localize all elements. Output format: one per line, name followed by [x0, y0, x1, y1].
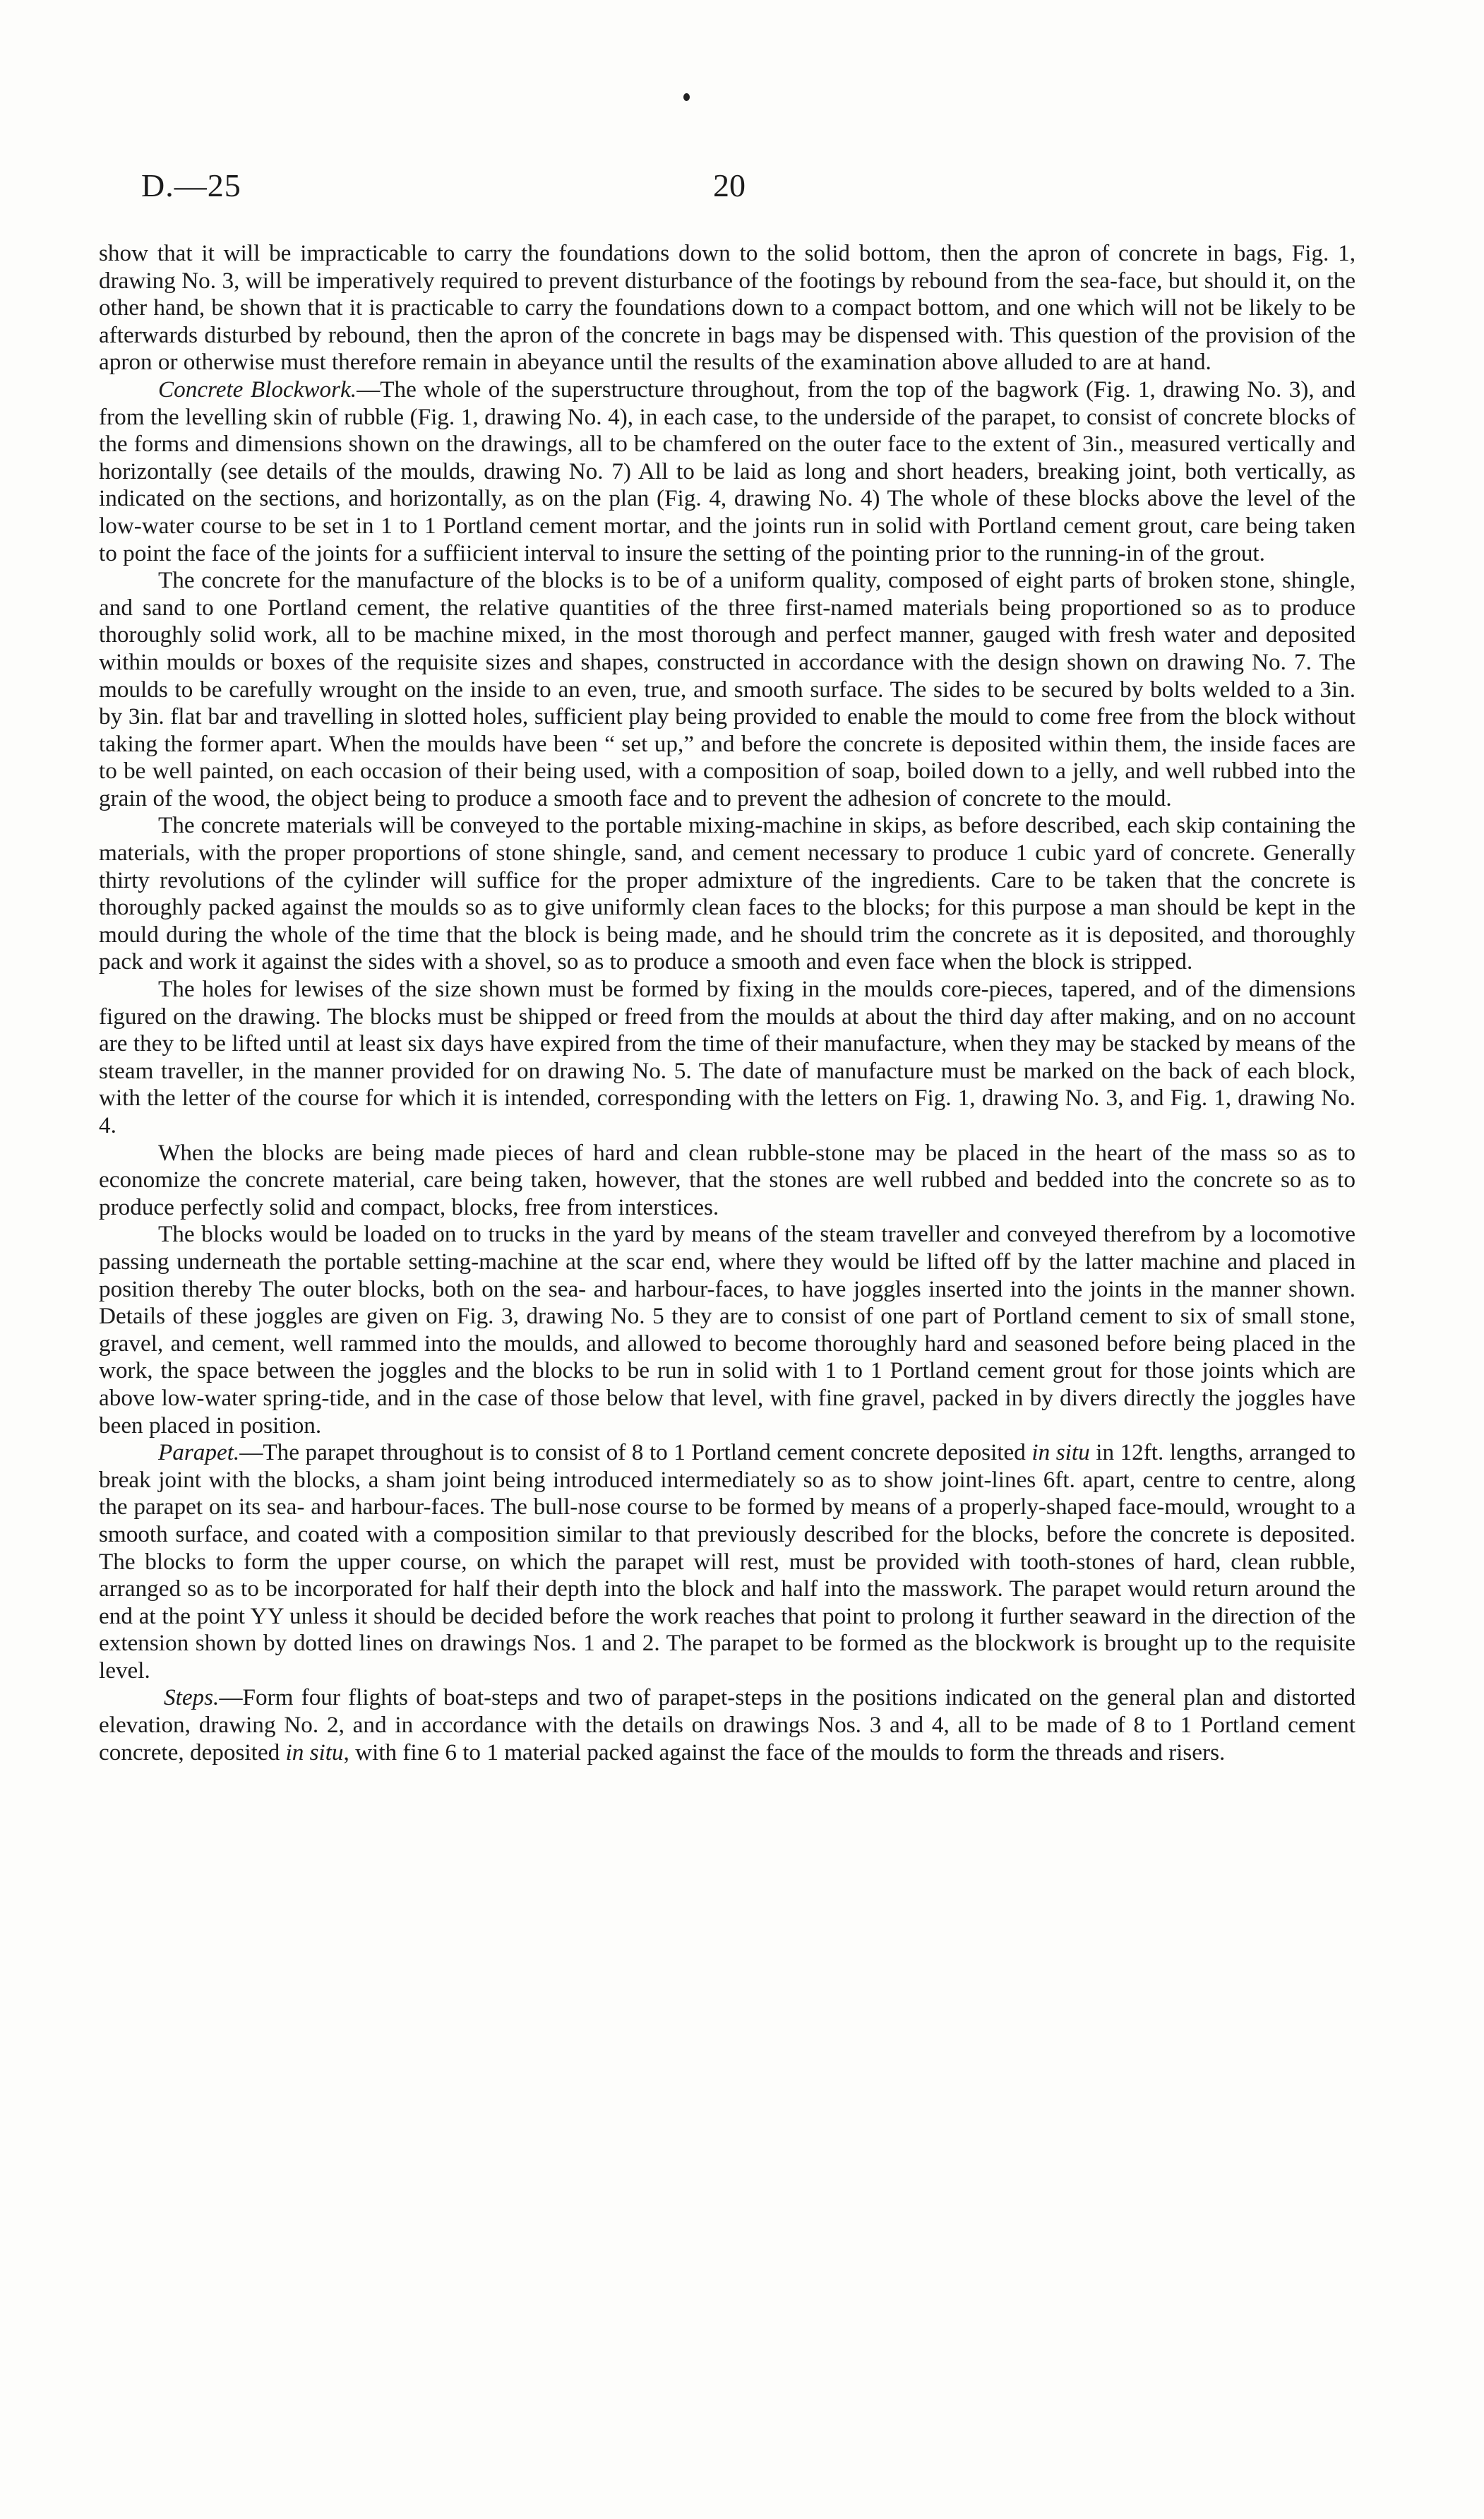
paragraph-rubble-stone: When the blocks are being made pieces of hard and clean rubble-stone may be placed in the heart of the mass so as to economize the concrete material, care being taken, however, that the stones are well rubbed and bedded into the concrete so as to produce perfectly solid and compact, blocks, free from interstices.	[99, 1139, 1356, 1220]
paragraph-block-loading: The blocks would be loaded on to trucks in the yard by means of the steam traveller and conveyed therefrom by a locomotive passing underneath the portable setting-machine at the scar end, where they would be lifted off by the latter machine and placed in position thereby The outer blocks, both on the sea- and harbour-faces, to have joggles inserted into the joints in the manner shown. Details of these joggles are given on Fig. 3, drawing No. 5 they are to consist of one part of Portland cement to six of small stone, gravel, and cement, well rammed into the moulds, and allowed to become thoroughly hard and seasoned before being placed in the work, the space between the joggles and the blocks to be run in solid with 1 to 1 Portland cement grout for those joints which are above low-water spring-tide, and in the case of those below that level, with fine gravel, packed in by divers directly the joggles have been placed in position.	[99, 1221, 1356, 1439]
paragraph-text: —The whole of the superstructure throughout, from the top of the bagwork (Fig. 1, drawing No. 3), and from the levelling skin of rubble (Fig. 1, drawing No. 4), in each case, to the underside of the parapet, to consist of concrete blocks of the forms and dimensions shown on the drawings, all to be chamfered on the outer face to the extent of 3in., measured vertically and horizontally (see details of the moulds, drawing No. 7) All to be laid as long and short headers, breaking joint, both vertically, as indicated on the sections, and horizontally, as on the plan (Fig. 4, drawing No. 4) The whole of these blocks above the level of the low-water course to be set in 1 to 1 Portland cement mortar, and the joints run in solid with Portland cement grout, care being taken to point the face of the joints for a suffiicient interval to insure the setting of the pointing prior to the running-in of the grout.	[99, 376, 1356, 566]
paragraph-concrete-manufacture: The concrete for the manufacture of the blocks is to be of a uniform quality, composed of eight parts of broken stone, shingle, and sand to one Portland cement, the relative quantities of the three first-named materials being proportioned so as to produce thoroughly solid work, all to be machine mixed, in the most thorough and perfect manner, gauged with fresh water and deposited within moulds or boxes of the requisite sizes and shapes, constructed in accordance with the design shown on drawing No. 7. The moulds to be carefully wrought on the inside to an even, true, and smooth surface. The sides to be secured by bolts welded to a 3in. by 3in. flat bar and travelling in slotted holes, sufficient play being provided to enable the mould to come free from the block without taking the former apart. When the moulds have been “ set up,” and before the concrete is deposited within them, the inside faces are to be well painted, on each occasion of their being used, with a composition of soap, boiled down to a jelly, and well rubbed into the grain of the wood, the object being to produce a smooth face and to prevent the adhesion of concrete to the mould.	[99, 567, 1356, 811]
paragraph-parapet	[99, 1439, 1356, 1684]
section-heading-steps: Steps.	[164, 1684, 220, 1711]
paragraph-text: —Form four flights of boat-steps and two of parapet-steps in the positions indicated on the general plan and distorted elevation, drawing No. 2, and in accordance with the details on drawings Nos. 3 and 4, all to be made of 8 to 1 Portland cement concrete, deposited	[99, 1684, 1356, 1765]
document-reference: D.—25	[141, 167, 241, 203]
italic-term: in situ	[285, 1739, 344, 1765]
ink-speck	[683, 93, 690, 101]
paragraph-steps	[99, 1684, 1356, 1766]
paragraph-continuation: show that it will be impracticable to carry the foundations down to the solid bottom, then the apron of concrete in bags, Fig. 1, drawing No. 3, will be imperatively required to prevent disturbance of the footings by rebound from the sea-face, but should it, on the other hand, be shown that it is practicable to carry the foundations down to a compact bottom, and one which will not be likely to be afterwards disturbed by rebound, then the apron of the concrete in bags may be dispensed with. This question of the provision of the apron or otherwise must therefore remain in abeyance until the results of the examination above alluded to are at hand.	[99, 240, 1356, 376]
paragraph-concrete-materials: The concrete materials will be conveyed to the portable mixing-machine in skips, as before described, each skip containing the materials, with the proper proportions of stone shingle, sand, and cement necessary to produce 1 cubic yard of concrete. Generally thirty revolutions of the cylinder will suffice for the proper admixture of the ingredients. Care to be taken that the concrete is thoroughly packed against the moulds so as to give uniformly clean faces to the blocks; for this purpose a man should be kept in the mould during the whole of the time that the block is being made, and he should trim the concrete as it is deposited, and thoroughly pack and work it against the sides with a shovel, so as to produce a smooth and even face when the block is stripped.	[99, 812, 1356, 975]
paragraph-text: in 12ft. lengths, arranged to break joint with the blocks, a sham joint being introduced intermediately so as to show joint-lines 6ft. apart, centre to centre, along the parapet on its sea- and harbour-faces. The bull-nose course to be formed by means of a properly-shaped face-mould, wrought to a smooth surface, and coated with a composition similar to that previously described for the blocks, before the concrete is deposited. The blocks to form the upper course, on which the parapet will rest, must be provided with tooth-stones of hard, clean rubble, arranged so as to be incorporated for half their depth into the block and half into the masswork. The parapet would return around the end at the point YY unless it should be decided before the work reaches that point to prolong it further seaward in the direction of the extension shown by dotted lines on drawings Nos. 1 and 2. The parapet to be formed as the blockwork is brought up to the requisite level.	[99, 1439, 1356, 1684]
section-heading-concrete-blockwork: Concrete Blockwork.	[158, 376, 357, 403]
italic-term: in situ	[1031, 1439, 1090, 1466]
page-number: 20	[713, 167, 746, 203]
paragraph-text: , with fine 6 to 1 material packed against the face of the moulds to form the threads and risers.	[343, 1739, 1226, 1765]
paragraph-text: —The parapet throughout is to consist of 8 to 1 Portland cement concrete deposited	[239, 1439, 1032, 1466]
section-heading-parapet: Parapet.	[158, 1439, 240, 1466]
paragraph-lewis-holes: The holes for lewises of the size shown must be formed by fixing in the moulds core-pieces, tapered, and of the dimensions figured on the drawing. The blocks must be shipped or freed from the moulds at about the third day after making, and on no account are they to be lifted until at least six days have expired from the time of their manufacture, when they may be stacked by means of the steam traveller, in the manner provided for on drawing No. 5. The date of manufacture must be marked on the back of each block, with the letter of the course for which it is intended, corresponding with the letters on Fig. 1, drawing No. 3, and Fig. 1, drawing No. 4.	[99, 976, 1356, 1138]
body-text	[99, 240, 1356, 1766]
paragraph-concrete-blockwork	[99, 376, 1356, 567]
